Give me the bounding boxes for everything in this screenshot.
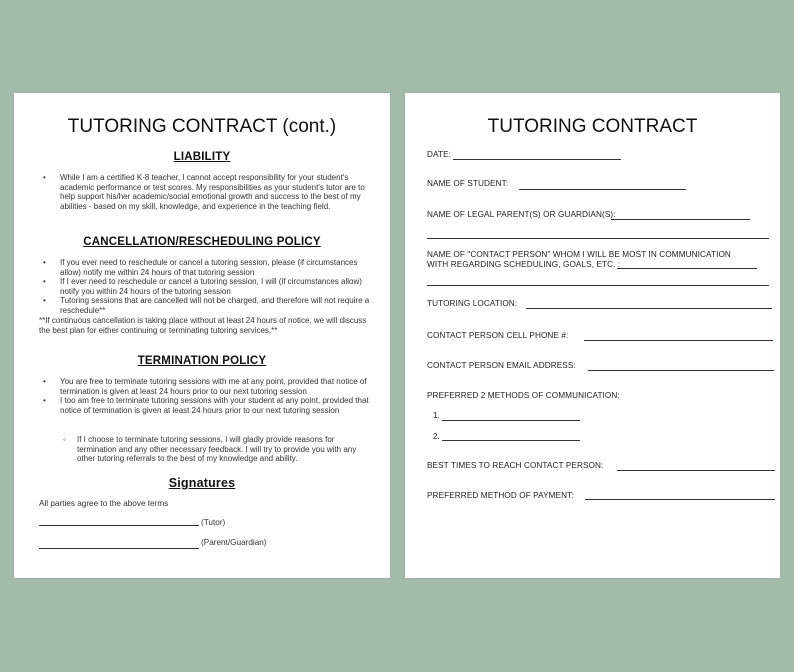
parent-name-field[interactable] — [611, 219, 750, 220]
method-1-number: 1. — [433, 411, 440, 420]
contract-page-form — [405, 93, 780, 578]
cancellation-list — [43, 258, 373, 316]
tutoring-location-label: TUTORING LOCATION: — [427, 299, 518, 308]
parent-label: (Parent/Guardian) — [201, 538, 267, 547]
student-name-field[interactable] — [519, 189, 686, 190]
termination-list — [43, 377, 373, 415]
agreement-text: All parties agree to the above terms — [39, 499, 169, 508]
cell-phone-label: CONTACT PERSON CELL PHONE #: — [427, 331, 569, 340]
cancellation-heading: CANCELLATION/RESCHEDULING POLICY — [83, 236, 321, 248]
termination-heading: TERMINATION POLICY — [137, 355, 267, 367]
page-title: TUTORING CONTRACT — [487, 116, 698, 137]
contact-person-field[interactable] — [617, 268, 757, 269]
method-2-field[interactable] — [442, 440, 580, 441]
email-label: CONTACT PERSON EMAIL ADDRESS: — [427, 361, 576, 370]
list-item: • While I am a certified K-8 teacher, I cannot accept responsibility for your student's academic performance or test scores. My responsibilities as your student's tutor are to help support his/her academic/social emotional growth and success to the best of my abilities - based on my skill, knowledge, and experience in the teaching field. — [43, 173, 373, 211]
contact-person-label: NAME OF "CONTACT PERSON" WHOM I WILL BE MOST IN COMMUNICATION — [427, 250, 731, 259]
contact-person-field-extra[interactable] — [427, 285, 769, 286]
parent-name-label: NAME OF LEGAL PARENT(S) OR GUARDIAN(S): — [427, 210, 616, 219]
list-item: • You are free to terminate tutoring sessions with me at any point, provided that notice of termination is given at least 24 hours prior to our next tutoring session — [43, 377, 373, 396]
method-2-number: 2. — [433, 432, 440, 441]
tutor-label: (Tutor) — [201, 518, 226, 527]
student-name-label: NAME OF STUDENT: — [427, 179, 509, 188]
parent-signature-line[interactable] — [39, 547, 199, 549]
payment-method-label: PREFERRED METHOD OF PAYMENT: — [427, 491, 574, 500]
email-field[interactable] — [588, 370, 774, 371]
liability-heading: LIABILITY — [173, 151, 231, 163]
date-label: DATE: — [427, 150, 452, 159]
list-item: • If I ever need to reschedule or cancel a tutoring session, I will (if circumstances allow) notify you within 24 hours of the tutoring session — [43, 277, 373, 296]
parent-name-field-extra[interactable] — [427, 238, 769, 239]
list-item: • I too am free to terminate tutoring sessions with your student at any point, provided that notice of termination is given at least 24 hours prior to our next tutoring session — [43, 396, 373, 415]
termination-sublist — [63, 435, 373, 464]
tutoring-location-field[interactable] — [526, 308, 772, 309]
list-item: • Tutoring sessions that are cancelled will not be charged, and therefore will not require a reschedule** — [43, 296, 373, 315]
communication-methods-label: PREFERRED 2 METHODS OF COMMUNICATION: — [427, 391, 620, 400]
payment-method-field[interactable] — [585, 499, 775, 500]
cell-phone-field[interactable] — [584, 340, 773, 341]
signatures-heading: Signatures — [168, 476, 236, 490]
list-item: ◦ If I choose to terminate tutoring sessions, I will gladly provide reasons for termination and any other necessary feedback. I will try to provide you with any other tutoring referrals to the best of my knowledge and ability. — [63, 435, 373, 464]
contract-page-continued — [14, 93, 390, 578]
cancellation-note: **If continuous cancellation is taking place without at least 24 hours of notice, we will discuss the best plan for either continuing or terminating tutoring services.** — [39, 316, 367, 335]
contact-person-label-cont: WITH REGARDING SCHEDULING, GOALS, ETC. : — [427, 260, 621, 269]
best-times-label: BEST TIMES TO REACH CONTACT PERSON: — [427, 461, 604, 470]
list-item: • If you ever need to reschedule or cancel a tutoring session, please (if circumstances allow) notify me within 24 hours of that tutoring session — [43, 258, 373, 277]
tutor-signature-line[interactable] — [39, 524, 199, 526]
best-times-field[interactable] — [617, 470, 775, 471]
liability-list — [43, 173, 373, 211]
page-title: TUTORING CONTRACT (cont.) — [67, 116, 337, 137]
method-1-field[interactable] — [442, 420, 580, 421]
date-field[interactable] — [453, 159, 621, 160]
